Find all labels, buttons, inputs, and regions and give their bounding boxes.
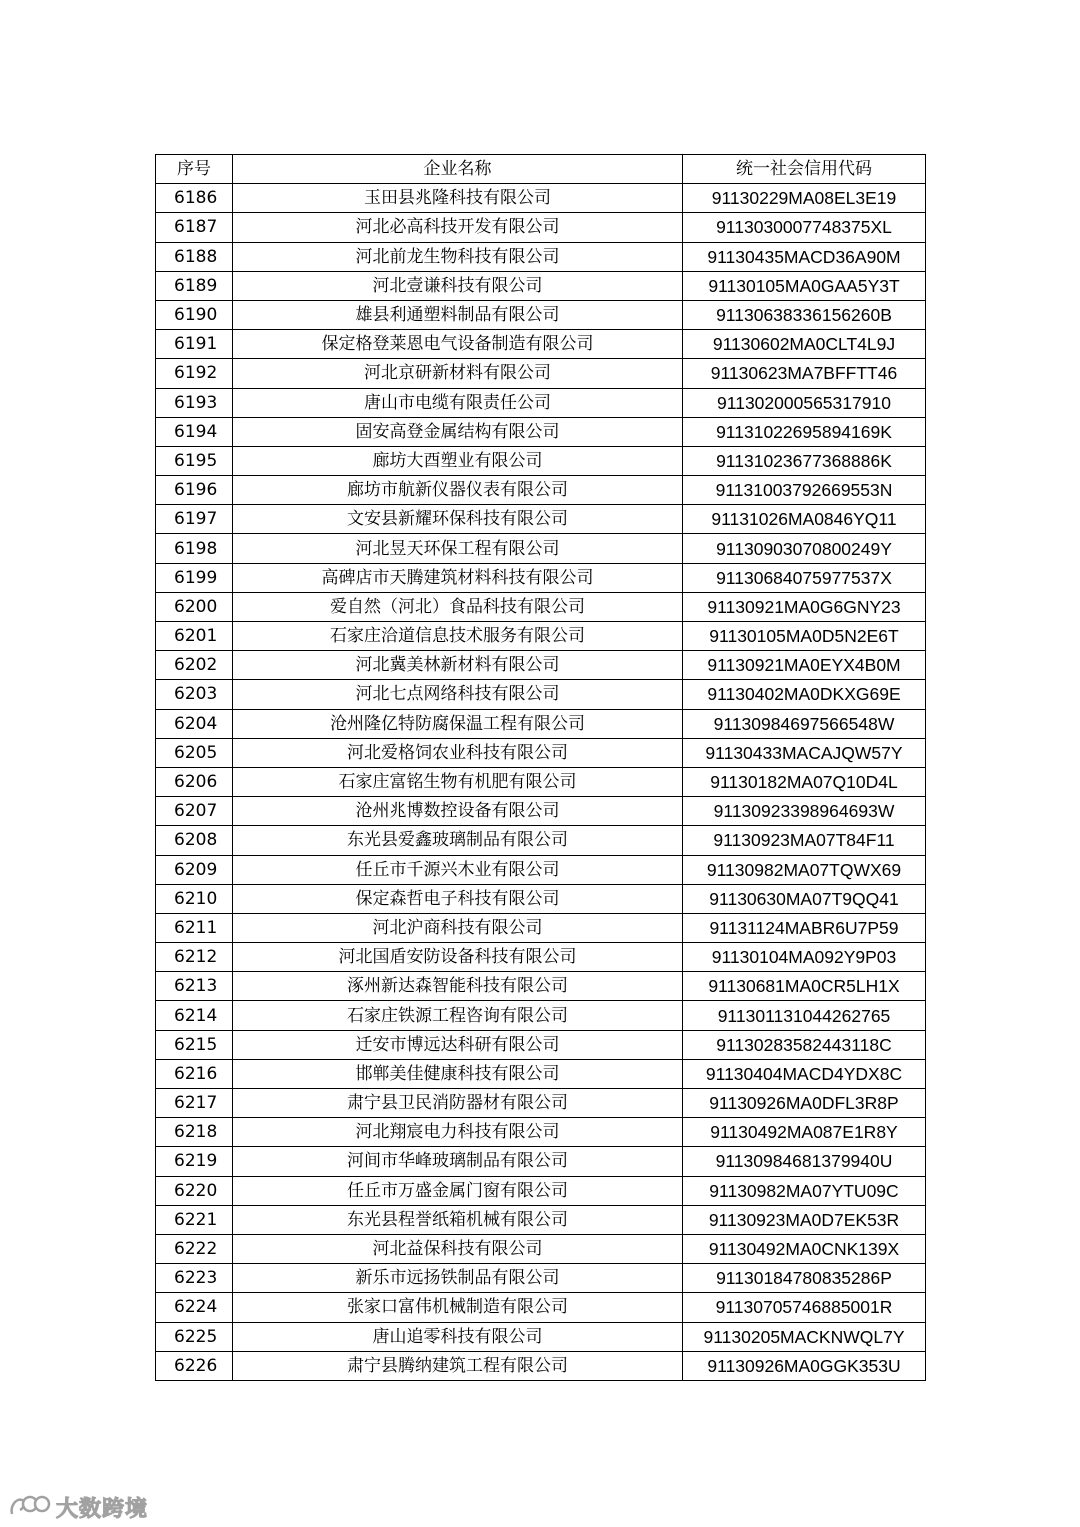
table-row — [156, 300, 926, 329]
table-row — [156, 826, 926, 855]
row-credit-code: 91130182MA07Q10D4L — [683, 767, 926, 796]
table-row — [156, 943, 926, 972]
row-seq: 6226 — [156, 1351, 233, 1380]
row-company-name: 石家庄洽道信息技术服务有限公司 — [233, 622, 683, 651]
row-seq: 6186 — [156, 184, 233, 213]
table-row — [156, 417, 926, 446]
row-credit-code: 91130492MA0CNK139X — [683, 1234, 926, 1263]
table-row — [156, 797, 926, 826]
header-credit-code: 统一社会信用代码 — [683, 155, 926, 184]
row-seq: 6225 — [156, 1322, 233, 1351]
row-seq: 6213 — [156, 972, 233, 1001]
row-company-name: 石家庄富铭生物有机肥有限公司 — [233, 767, 683, 796]
table-row — [156, 563, 926, 592]
row-seq: 6196 — [156, 476, 233, 505]
table-row — [156, 505, 926, 534]
row-credit-code: 91130903070800249Y — [683, 534, 926, 563]
row-company-name: 河北沪商科技有限公司 — [233, 913, 683, 942]
row-company-name: 河间市华峰玻璃制品有限公司 — [233, 1147, 683, 1176]
row-credit-code: 91130982MA07YTU09C — [683, 1176, 926, 1205]
table-row — [156, 359, 926, 388]
row-credit-code: 91130926MA0GGK353U — [683, 1351, 926, 1380]
row-credit-code: 91130205MACKNWQL7Y — [683, 1322, 926, 1351]
row-seq: 6208 — [156, 826, 233, 855]
row-credit-code: 91131026MA0846YQ11 — [683, 505, 926, 534]
row-credit-code: 91130921MA0EYX4B0M — [683, 651, 926, 680]
row-company-name: 玉田县兆隆科技有限公司 — [233, 184, 683, 213]
row-seq: 6211 — [156, 913, 233, 942]
row-company-name: 文安县新耀环保科技有限公司 — [233, 505, 683, 534]
watermark-text: 大数跨境 — [56, 1496, 149, 1522]
row-seq: 6194 — [156, 417, 233, 446]
row-company-name: 河北京研新材料有限公司 — [233, 359, 683, 388]
row-credit-code: 91130435MACD36A90M — [683, 242, 926, 271]
row-seq: 6214 — [156, 1001, 233, 1030]
row-seq: 6191 — [156, 330, 233, 359]
table-row — [156, 972, 926, 1001]
row-company-name: 邯郸美佳健康科技有限公司 — [233, 1059, 683, 1088]
header-company-name: 企业名称 — [233, 155, 683, 184]
row-seq: 6202 — [156, 651, 233, 680]
table-row — [156, 534, 926, 563]
row-seq: 6192 — [156, 359, 233, 388]
row-company-name: 河北昱天环保工程有限公司 — [233, 534, 683, 563]
row-seq: 6216 — [156, 1059, 233, 1088]
row-credit-code: 91130402MA0DKXG69E — [683, 680, 926, 709]
row-company-name: 迁安市博远达科研有限公司 — [233, 1030, 683, 1059]
table-row — [156, 330, 926, 359]
row-credit-code: 91130492MA087E1R8Y — [683, 1118, 926, 1147]
row-seq: 6201 — [156, 622, 233, 651]
row-credit-code: 9113030007748375XL — [683, 213, 926, 242]
row-seq: 6205 — [156, 738, 233, 767]
table-row — [156, 1351, 926, 1380]
row-company-name: 石家庄铁源工程咨询有限公司 — [233, 1001, 683, 1030]
table-row — [156, 1205, 926, 1234]
row-credit-code: 91130104MA092Y9P03 — [683, 943, 926, 972]
row-seq: 6212 — [156, 943, 233, 972]
table-row — [156, 855, 926, 884]
row-seq: 6207 — [156, 797, 233, 826]
row-credit-code: 91130184780835286P — [683, 1264, 926, 1293]
table-row — [156, 1118, 926, 1147]
row-credit-code: 91130105MA0GAA5Y3T — [683, 271, 926, 300]
row-company-name: 固安高登金属结构有限公司 — [233, 417, 683, 446]
row-credit-code: 91130984681379940U — [683, 1147, 926, 1176]
table-row — [156, 1030, 926, 1059]
row-company-name: 新乐市远扬铁制品有限公司 — [233, 1264, 683, 1293]
row-credit-code: 91130623MA7BFFTT46 — [683, 359, 926, 388]
table-row — [156, 767, 926, 796]
row-credit-code: 91130630MA07T9QQ41 — [683, 884, 926, 913]
row-seq: 6188 — [156, 242, 233, 271]
row-seq: 6198 — [156, 534, 233, 563]
table-row — [156, 242, 926, 271]
table-row — [156, 1001, 926, 1030]
row-company-name: 河北冀美林新材料有限公司 — [233, 651, 683, 680]
row-seq: 6189 — [156, 271, 233, 300]
table-row — [156, 651, 926, 680]
row-seq: 6220 — [156, 1176, 233, 1205]
row-company-name: 河北七点网络科技有限公司 — [233, 680, 683, 709]
row-credit-code: 91130433MACAJQW57Y — [683, 738, 926, 767]
row-company-name: 河北翔宸电力科技有限公司 — [233, 1118, 683, 1147]
row-credit-code: 91130923MA07T84F11 — [683, 826, 926, 855]
row-company-name: 廊坊大酉塑业有限公司 — [233, 446, 683, 475]
row-credit-code: 91131003792669553N — [683, 476, 926, 505]
table-row — [156, 1176, 926, 1205]
row-company-name: 任丘市万盛金属门窗有限公司 — [233, 1176, 683, 1205]
row-seq: 6190 — [156, 300, 233, 329]
row-seq: 6210 — [156, 884, 233, 913]
row-seq: 6199 — [156, 563, 233, 592]
row-credit-code: 91130105MA0D5N2E6T — [683, 622, 926, 651]
row-credit-code: 91130602MA0CLT4L9J — [683, 330, 926, 359]
row-company-name: 河北爱格饲农业科技有限公司 — [233, 738, 683, 767]
row-seq: 6218 — [156, 1118, 233, 1147]
row-credit-code: 91130923MA0D7EK53R — [683, 1205, 926, 1234]
row-credit-code: 91130921MA0G6GNY23 — [683, 592, 926, 621]
row-company-name: 涿州新达森智能科技有限公司 — [233, 972, 683, 1001]
row-credit-code: 91131124MABR6U7P59 — [683, 913, 926, 942]
table-row — [156, 622, 926, 651]
row-seq: 6200 — [156, 592, 233, 621]
row-credit-code: 91130705746885001R — [683, 1293, 926, 1322]
watermark — [8, 1490, 148, 1524]
row-credit-code: 91130684075977537X — [683, 563, 926, 592]
table-row — [156, 1147, 926, 1176]
row-seq: 6224 — [156, 1293, 233, 1322]
row-seq: 6203 — [156, 680, 233, 709]
table-body — [156, 184, 926, 1381]
row-credit-code: 91130926MA0DFL3R8P — [683, 1089, 926, 1118]
row-credit-code: 91131023677368886K — [683, 446, 926, 475]
row-seq: 6195 — [156, 446, 233, 475]
row-company-name: 张家口富伟机械制造有限公司 — [233, 1293, 683, 1322]
row-seq: 6197 — [156, 505, 233, 534]
row-seq: 6221 — [156, 1205, 233, 1234]
table-row — [156, 913, 926, 942]
enterprise-table — [155, 154, 926, 1381]
row-company-name: 肃宁县腾纳建筑工程有限公司 — [233, 1351, 683, 1380]
row-company-name: 高碑店市天腾建筑材料科技有限公司 — [233, 563, 683, 592]
row-company-name: 河北壹谦科技有限公司 — [233, 271, 683, 300]
row-seq: 6215 — [156, 1030, 233, 1059]
row-company-name: 河北国盾安防设备科技有限公司 — [233, 943, 683, 972]
row-seq: 6217 — [156, 1089, 233, 1118]
row-company-name: 任丘市千源兴木业有限公司 — [233, 855, 683, 884]
row-seq: 6206 — [156, 767, 233, 796]
row-company-name: 唐山追零科技有限公司 — [233, 1322, 683, 1351]
table-row — [156, 1293, 926, 1322]
table-row — [156, 213, 926, 242]
table-row — [156, 1089, 926, 1118]
table-row — [156, 446, 926, 475]
row-credit-code: 91130404MACD4YDX8C — [683, 1059, 926, 1088]
row-credit-code: 91130283582443118C — [683, 1030, 926, 1059]
table-row — [156, 184, 926, 213]
table-row — [156, 1322, 926, 1351]
row-company-name: 雄县利通塑料制品有限公司 — [233, 300, 683, 329]
row-seq: 6204 — [156, 709, 233, 738]
row-company-name: 沧州兆博数控设备有限公司 — [233, 797, 683, 826]
row-credit-code: 91130229MA08EL3E19 — [683, 184, 926, 213]
row-company-name: 保定森哲电子科技有限公司 — [233, 884, 683, 913]
row-credit-code: 911302000565317910 — [683, 388, 926, 417]
row-company-name: 河北益保科技有限公司 — [233, 1234, 683, 1263]
row-seq: 6219 — [156, 1147, 233, 1176]
header-seq: 序号 — [156, 155, 233, 184]
table-row — [156, 1264, 926, 1293]
row-credit-code: 91130923398964693W — [683, 797, 926, 826]
table-row — [156, 884, 926, 913]
row-credit-code: 91130982MA07TQWX69 — [683, 855, 926, 884]
table-header-row — [156, 155, 926, 184]
row-company-name: 沧州隆亿特防腐保温工程有限公司 — [233, 709, 683, 738]
table-row — [156, 592, 926, 621]
row-company-name: 肃宁县卫民消防器材有限公司 — [233, 1089, 683, 1118]
row-company-name: 廊坊市航新仪器仪表有限公司 — [233, 476, 683, 505]
row-seq: 6193 — [156, 388, 233, 417]
row-credit-code: 91130638336156260B — [683, 300, 926, 329]
row-seq: 6222 — [156, 1234, 233, 1263]
row-company-name: 河北前龙生物科技有限公司 — [233, 242, 683, 271]
table-row — [156, 388, 926, 417]
row-company-name: 爱自然（河北）食品科技有限公司 — [233, 592, 683, 621]
table-row — [156, 1059, 926, 1088]
row-company-name: 唐山市电缆有限责任公司 — [233, 388, 683, 417]
table-row — [156, 476, 926, 505]
row-company-name: 保定格登莱恩电气设备制造有限公司 — [233, 330, 683, 359]
row-credit-code: 91131022695894169K — [683, 417, 926, 446]
row-seq: 6223 — [156, 1264, 233, 1293]
table-row — [156, 680, 926, 709]
row-company-name: 东光县爱鑫玻璃制品有限公司 — [233, 826, 683, 855]
row-company-name: 东光县程誉纸箱机械有限公司 — [233, 1205, 683, 1234]
row-seq: 6209 — [156, 855, 233, 884]
table-row — [156, 271, 926, 300]
row-credit-code: 91130681MA0CR5LH1X — [683, 972, 926, 1001]
row-seq: 6187 — [156, 213, 233, 242]
table-row — [156, 738, 926, 767]
row-company-name: 河北必高科技开发有限公司 — [233, 213, 683, 242]
table-row — [156, 709, 926, 738]
table-row — [156, 1234, 926, 1263]
row-credit-code: 91130984697566548W — [683, 709, 926, 738]
watermark-logo-icon — [8, 1492, 52, 1522]
row-credit-code: 911301131044262765 — [683, 1001, 926, 1030]
